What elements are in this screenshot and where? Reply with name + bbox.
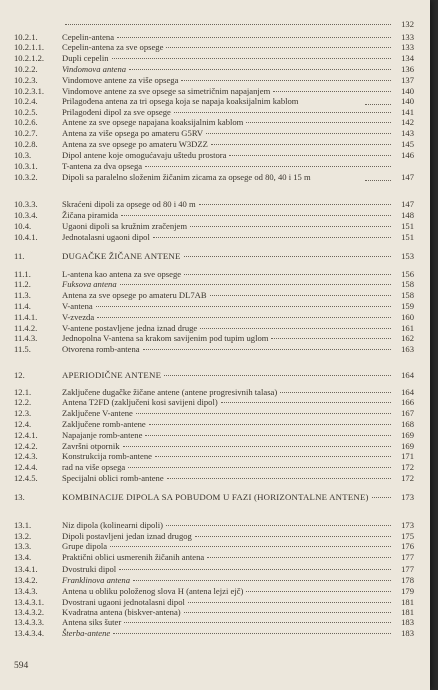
dot-leader (153, 237, 391, 238)
toc-entry (14, 628, 414, 638)
toc-entry-page: 140 (401, 86, 414, 96)
toc-entry-page: 169 (401, 430, 414, 440)
dot-leader (206, 133, 391, 134)
dot-leader (136, 413, 391, 414)
toc-entry-number: 13.4.3.4. (14, 628, 45, 638)
toc-entry (14, 473, 414, 483)
toc-entry (14, 397, 414, 407)
toc-entry-page: 166 (401, 397, 414, 407)
toc-entry-title: Vindomova antena (62, 64, 127, 74)
toc-entry-title: T-antena za dva opsega (62, 161, 143, 171)
toc-entry-page: 133 (401, 32, 414, 42)
toc-entry-number: 13.4.3.3. (14, 617, 45, 627)
toc-entry-number: 12.4. (14, 419, 32, 429)
toc-entry-number: 10.3. (14, 150, 32, 160)
toc-entry-number: 12.3. (14, 408, 32, 418)
toc-entry-number: 13.4.3.1. (14, 597, 45, 607)
dot-leader (124, 622, 391, 623)
dot-leader (113, 633, 391, 634)
toc-entry-title: Dupli cepelin (62, 53, 109, 63)
toc-entry-title: Franklinova antena (62, 575, 131, 585)
toc-entry-number: 10.2.7. (14, 128, 38, 138)
toc-entry-number: 12.1. (14, 387, 32, 397)
toc-entry-number: 13.4.3.2. (14, 607, 45, 617)
toc-entry (14, 86, 414, 96)
toc-entry-number: 10.2.1.2. (14, 53, 45, 63)
toc-entry-title: Grupe dipola (62, 541, 108, 551)
toc-entry-page: 148 (401, 210, 414, 220)
toc-entry-page: 140 (401, 96, 414, 106)
toc-entry-page: 162 (401, 333, 414, 343)
toc-entry (14, 552, 414, 562)
toc-entry-title: Antena za više opsega po amateru G5RV (62, 128, 204, 138)
toc-entry-page: 168 (401, 419, 414, 429)
dot-leader (246, 591, 391, 592)
toc-entry-number: 10.4.1. (14, 232, 38, 242)
toc-entry (14, 441, 414, 451)
toc-entry-page: 181 (401, 597, 414, 607)
dot-leader (365, 104, 391, 105)
toc-entry-number: 12.4.2. (14, 441, 38, 451)
toc-entry-page: 147 (401, 172, 414, 182)
toc-entry (14, 575, 414, 585)
toc-entry-title: Ugaoni dipoli sa kružnim zračenjem (62, 221, 188, 231)
toc-entry (14, 75, 414, 85)
toc-entry-number: 10.2.2. (14, 64, 38, 74)
dot-leader (190, 226, 391, 227)
toc-entry-title: rad na više opsega (62, 462, 126, 472)
dot-leader (221, 402, 391, 403)
toc-entry-page: 160 (401, 312, 414, 322)
toc-entry-title: Konstrukcija romb-antene (62, 451, 152, 461)
toc-entry-number: 11.5. (14, 344, 31, 354)
toc-entry-number: 10.2.3.1. (14, 86, 45, 96)
toc-entry-title: Dipoli sa paralelno složenim žičanim zicama za opsege od 80, 40 i 15 m (62, 172, 311, 182)
toc-entry-title: Skraćeni dipoli za opsege od 80 i 40 m (62, 199, 196, 209)
toc-entry-page: 169 (401, 441, 414, 451)
dot-leader (145, 435, 391, 436)
toc-entry-page: 158 (401, 279, 414, 289)
toc-entry-title: Dipoli postavljeni jedan iznad drugog (62, 531, 192, 541)
toc-entry-page: 151 (401, 232, 414, 242)
dot-leader (365, 180, 391, 181)
dot-leader (145, 166, 391, 167)
toc-entry-title: Dvostruki dipol (62, 564, 117, 574)
dot-leader (166, 47, 391, 48)
dot-leader (121, 215, 391, 216)
toc-entry-page: 153 (401, 251, 414, 261)
toc-entry-title: Fuksova antena (62, 279, 117, 289)
toc-entry-title: Dvostrani ugaoni jednotalasni dipol (62, 597, 185, 607)
dot-leader (211, 144, 391, 145)
toc-entry-number: 12.4.1. (14, 430, 38, 440)
toc-entry (14, 531, 414, 541)
toc-entry (14, 301, 414, 311)
toc-entry-page: 178 (401, 575, 414, 585)
toc-entry-title: Antena u obliku položenog slova H (antena lejzi ejč) (62, 586, 244, 596)
toc-entry-page: 141 (401, 107, 414, 117)
dot-leader (210, 295, 391, 296)
toc-entry-title: Antena T2FD (zaključeni kosi savijeni dipol) (62, 397, 218, 407)
toc-entry (14, 117, 414, 127)
dot-leader (181, 80, 391, 81)
toc-entry-page: 172 (401, 473, 414, 483)
dot-leader (164, 375, 391, 376)
toc-entry (14, 107, 414, 117)
dot-leader (188, 602, 391, 603)
toc-entry-title: Cepelin-antena (62, 32, 115, 42)
toc-entry (14, 451, 414, 461)
toc-entry-title: Cepelin-antena za sve opsege (62, 42, 164, 52)
toc-entry (14, 19, 414, 29)
toc-section-heading (14, 370, 414, 380)
toc-entry-number: 11.2. (14, 279, 31, 289)
dot-leader (120, 284, 391, 285)
toc-entry-title: Antena za sve opsege po amateru W3DZZ (62, 139, 208, 149)
dot-leader (280, 392, 391, 393)
toc-entry-number: 13.4. (14, 552, 32, 562)
toc-entry-number: 12.4.4. (14, 462, 38, 472)
dot-leader (229, 155, 391, 156)
toc-entry-page: 151 (401, 221, 414, 231)
toc-entry-page: 173 (401, 520, 414, 530)
toc-entry (14, 408, 414, 418)
dot-leader (129, 69, 391, 70)
toc-entry (14, 520, 414, 530)
toc-entry-number: 12. (14, 370, 25, 380)
toc-entry (14, 172, 414, 183)
dot-leader (119, 569, 391, 570)
toc-entry (14, 541, 414, 551)
toc-entry-number: 10.3.4. (14, 210, 38, 220)
toc-entry-page: 133 (401, 42, 414, 52)
toc-entry (14, 269, 414, 279)
toc-entry-title: Zaključene V-antene (62, 408, 133, 418)
toc-entry (14, 279, 414, 289)
toc-entry-page: 132 (401, 19, 414, 29)
toc-entry-title: Jednopolna V-antena sa krakom savijenim pod tupim uglom (62, 333, 269, 343)
toc-entry-title: Žičana piramida (62, 210, 119, 220)
dot-leader (199, 204, 391, 205)
toc-section-heading (14, 492, 414, 502)
toc-entry-number: 10.2.3. (14, 75, 38, 85)
dot-leader (166, 525, 391, 526)
toc-entry-page: 163 (401, 344, 414, 354)
toc-entry (14, 333, 414, 343)
toc-entry-title: Antene za sve opsege napajana koaksijalnim kablom (62, 117, 244, 127)
toc-entry (14, 597, 414, 607)
toc-entry-title: Niz dipola (kolinearni dipoli) (62, 520, 163, 530)
toc-entry-title: Vindomove antene za sve opsege sa simetričnim napajanjem (62, 86, 271, 96)
toc-entry-page: 164 (401, 387, 414, 397)
toc-entry-title: DUGAČKE ŽIČANE ANTENE (62, 251, 181, 261)
toc-entry-page: 176 (401, 541, 414, 551)
toc-entry-number: 13.1. (14, 520, 32, 530)
toc-entry-title: Specijalni oblici romb-antene (62, 473, 164, 483)
toc-entry (14, 199, 414, 209)
dot-leader (273, 91, 391, 92)
toc-entry-title: V-antene postavljene jedna iznad druge (62, 323, 198, 333)
toc-entry-page: 137 (401, 75, 414, 85)
toc-entry (14, 290, 414, 300)
toc-entry-page: 181 (401, 607, 414, 617)
toc-entry-title: Prilagođeni dipol za sve opsege (62, 107, 171, 117)
toc-entry-number: 10.2.8. (14, 139, 38, 149)
toc-entry-page: 171 (401, 451, 414, 461)
dot-leader (97, 317, 391, 318)
toc-entry-title: KOMBINACIJE DIPOLA SA POBUDOM U FAZI (HORIZONTALNE ANTENE) (62, 492, 369, 502)
toc-entry-title: Zaključene dugačke žičane antene (antene progresivnih talasa) (62, 387, 278, 397)
toc-entry-number: 10.2.1. (14, 32, 38, 42)
toc-entry (14, 210, 414, 220)
toc-entry-title: V-antena (62, 301, 93, 311)
toc-entry (14, 32, 414, 42)
toc-entry-number: 10.3.3. (14, 199, 38, 209)
toc-entry (14, 344, 414, 354)
toc-entry (14, 53, 414, 63)
dot-leader (167, 478, 391, 479)
dot-leader (246, 122, 391, 123)
toc-entry-number: 10.3.1. (14, 161, 38, 171)
toc-entry-title: Praktični oblici usmerenih žičanih antena (62, 552, 205, 562)
toc-entry-page: 147 (401, 199, 414, 209)
toc-entry-number: 13.4.1. (14, 564, 38, 574)
toc-entry-page: 175 (401, 531, 414, 541)
toc-entry (14, 150, 414, 160)
dot-leader (143, 349, 391, 350)
dot-leader (174, 112, 391, 113)
toc-entry-page: 142 (401, 117, 414, 127)
toc-entry (14, 387, 414, 397)
toc-entry-number: 13.3. (14, 541, 32, 551)
toc-entry (14, 323, 414, 333)
toc-entry-page: 164 (401, 370, 414, 380)
toc-entry (14, 42, 414, 52)
toc-entry-number: 13.2. (14, 531, 32, 541)
toc-entry-page: 179 (401, 586, 414, 596)
dot-leader (149, 424, 391, 425)
toc-entry-title: Zaključene romb-antene (62, 419, 146, 429)
toc-entry-number: 13. (14, 492, 25, 502)
toc-entry (14, 128, 414, 138)
toc-entry-title: Otvorena romb-antena (62, 344, 140, 354)
dot-leader (128, 467, 391, 468)
toc-entry (14, 221, 414, 231)
toc-entry-number: 10.2.1.1. (14, 42, 45, 52)
toc-entry-title: Antena za sve opsege po amateru DL7AB (62, 290, 207, 300)
toc-entry-number: 12.4.3. (14, 451, 38, 461)
dot-leader (112, 58, 391, 59)
toc-entry-number: 10.3.2. (14, 172, 38, 182)
toc-entry (14, 607, 414, 617)
toc-entry-title: Dipol antene koje omogućavaju uštedu prostora (62, 150, 227, 160)
toc-entry-page: 136 (401, 64, 414, 74)
toc-entry-page: 173 (401, 492, 414, 502)
page-number: 594 (14, 661, 29, 671)
dot-leader (96, 306, 391, 307)
toc-entry (14, 419, 414, 429)
toc-entry-page: 156 (401, 269, 414, 279)
toc-entry-title: V-zvezda (62, 312, 95, 322)
toc-entry-title: Napajanje romb-antene (62, 430, 143, 440)
toc-entry-number: 10.2.5. (14, 107, 38, 117)
dot-leader (207, 557, 391, 558)
toc-entry-number: 11.4.1. (14, 312, 38, 322)
toc-entry-number: 13.4.2. (14, 575, 38, 585)
dot-leader (155, 456, 391, 457)
toc-entry-title: Prilagođena antena za tri opsega koja se napaja koaksijalnim kablom (62, 96, 299, 106)
dot-leader (372, 497, 391, 498)
toc-entry-number: 10.4. (14, 221, 32, 231)
dot-leader (133, 580, 391, 581)
toc-entry-number: 12.4.5. (14, 473, 38, 483)
dot-leader (110, 546, 391, 547)
toc-entry-page: 161 (401, 323, 414, 333)
toc-entry-page: 143 (401, 128, 414, 138)
toc-entry-title: L-antena kao antena za sve opsege (62, 269, 182, 279)
toc-entry-page: 146 (401, 150, 414, 160)
toc-entry (14, 564, 414, 574)
toc-entry-page: 167 (401, 408, 414, 418)
dot-leader (117, 37, 391, 38)
toc-entry-title: APERIODIČNE ANTENE (62, 370, 162, 380)
toc-entry-number: 11.1. (14, 269, 31, 279)
toc-entry-page: 159 (401, 301, 414, 311)
toc-entry (14, 64, 414, 74)
toc-entry-page: 172 (401, 462, 414, 472)
dot-leader (200, 328, 391, 329)
dot-leader (65, 24, 391, 25)
toc-entry (14, 586, 414, 596)
toc-entry (14, 462, 414, 472)
toc-entry (14, 161, 414, 171)
toc-entry (14, 617, 414, 627)
dot-leader (195, 536, 391, 537)
dot-leader (123, 446, 391, 447)
toc-entry-number: 11.4.3. (14, 333, 38, 343)
toc-entry (14, 312, 414, 322)
toc-entry-title: Šterba-antene (62, 628, 111, 638)
toc-entry-page: 145 (401, 139, 414, 149)
toc-entry-title: Vindomove antene za više opsega (62, 75, 179, 85)
toc-entry-page: 177 (401, 552, 414, 562)
toc-entry-number: 11.4.2. (14, 323, 38, 333)
toc-entry (14, 232, 414, 242)
dot-leader (184, 274, 391, 275)
dot-leader (271, 338, 391, 339)
toc-section-heading (14, 251, 414, 261)
toc-entry-title: Završni otpornik (62, 441, 120, 451)
toc-entry-number: 13.4.3. (14, 586, 38, 596)
toc-entry-number: 11. (14, 251, 25, 261)
dot-leader (184, 256, 391, 257)
toc-entry (14, 430, 414, 440)
toc-entry-title: Kvadratna antena (biskver-antena) (62, 607, 181, 617)
toc-entry-number: 12.2. (14, 397, 32, 407)
toc-entry-page: 158 (401, 290, 414, 300)
toc-entry-number: 10.2.4. (14, 96, 38, 106)
toc-entry-page: 183 (401, 617, 414, 627)
toc-entry-title: Jednotalasni ugaoni dipol (62, 232, 150, 242)
toc-entry-number: 11.3. (14, 290, 31, 300)
toc-entry-page: 134 (401, 53, 414, 63)
toc-entry-number: 11.4. (14, 301, 31, 311)
toc-entry-page: 177 (401, 564, 414, 574)
toc-entry (14, 96, 414, 107)
dot-leader (184, 612, 391, 613)
toc-entry-number: 10.2.6. (14, 117, 38, 127)
toc-entry (14, 139, 414, 149)
toc-entry-title: Antena siks šuter (62, 617, 122, 627)
toc-entry-page: 183 (401, 628, 414, 638)
